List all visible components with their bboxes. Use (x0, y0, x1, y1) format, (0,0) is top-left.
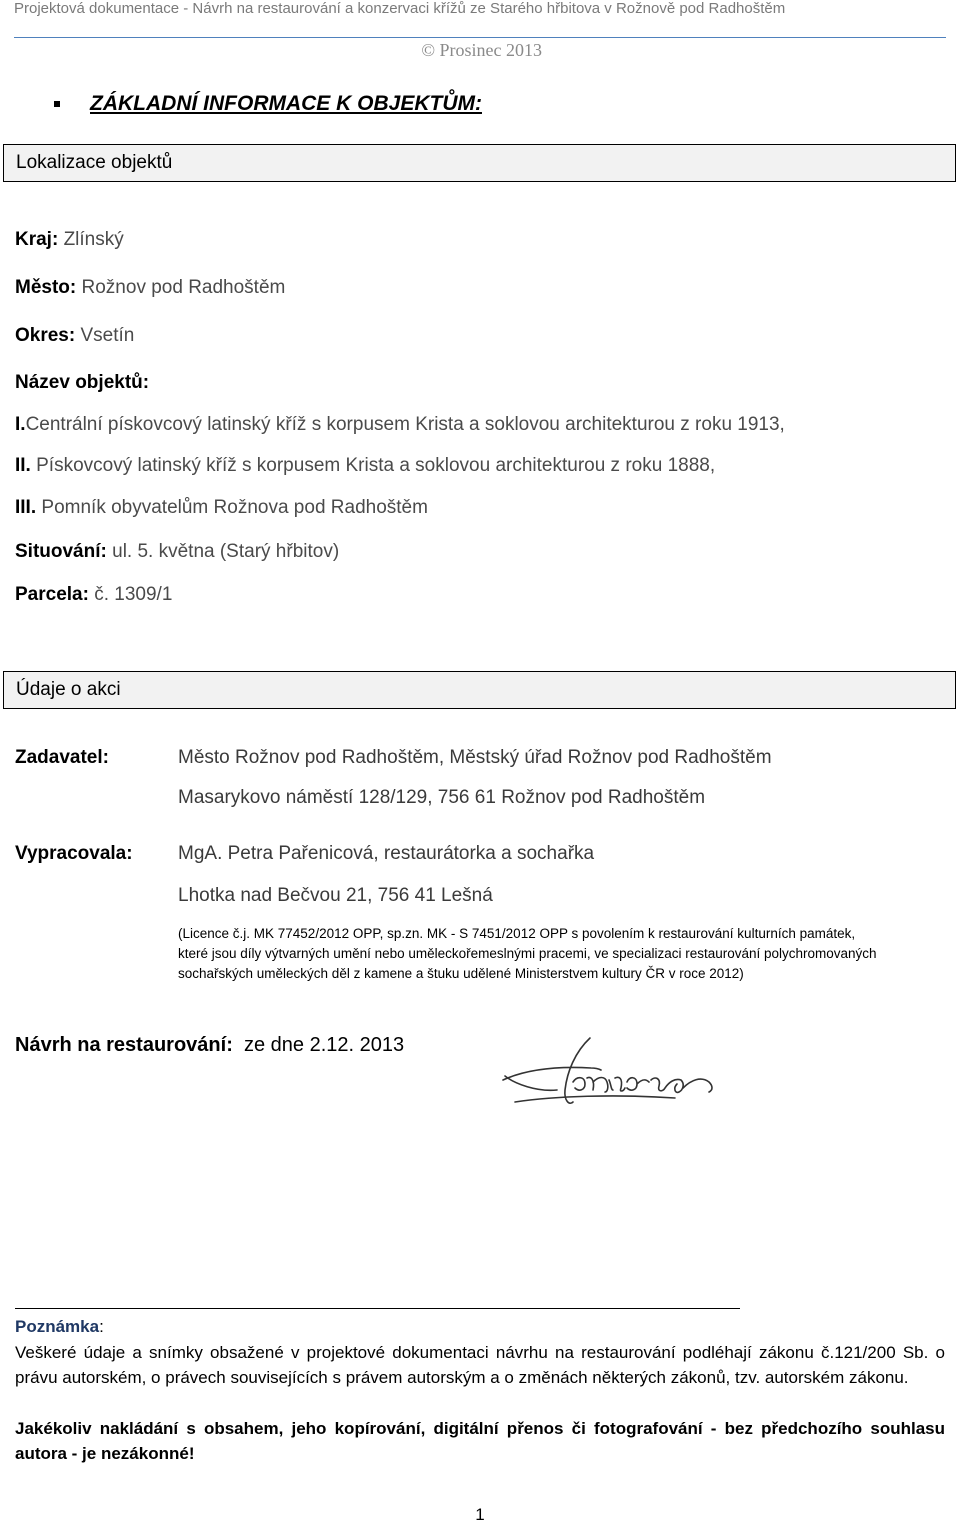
vypracovala-line-2: Lhotka nad Bečvou 21, 756 41 Lešná (178, 885, 493, 906)
zadavatel-line-2: Masarykovo náměstí 128/129, 756 61 Rožnov pod Radhoštěm (178, 787, 706, 808)
page-number: 1 (475, 1505, 485, 1524)
navrh-line (15, 1034, 404, 1057)
note-label-line (15, 1314, 945, 1339)
situovani-line (15, 541, 339, 563)
object-text: Pískovcový latinský kříž s korpusem Krista a soklovou architekturou z roku 1888, (36, 455, 716, 476)
running-header: Projektová dokumentace - Návrh na restaurování a konzervaci křížů ze Starého hřbitova v Rožnově pod Radhoštěm (14, 0, 786, 17)
object-num: I. (15, 414, 26, 435)
mesto-label: Město: (15, 277, 77, 298)
object-text: Centrální pískovcový latinský kříž s korpusem Krista a soklovou architekturou z roku 1913, (25, 414, 785, 435)
note-colon: : (99, 1317, 104, 1336)
box-udaje-title: Údaje o akci (16, 679, 121, 700)
okres-line (15, 325, 134, 347)
zadavatel-line-1: Město Rožnov pod Radhoštěm, Městský úřad Rožnov pod Radhoštěm (178, 747, 772, 768)
note-warning: Jakékoliv nakládání s obsahem, jeho kopírování, digitální přenos či fotografování - bez předchozího souhlasu autora - je nezákonné! (15, 1419, 945, 1463)
section-title: ZÁKLADNÍ INFORMACE K OBJEKTŮM: (90, 92, 482, 115)
okres-value: Vsetín (80, 325, 135, 346)
box-lokalizace (3, 144, 956, 182)
vypracovala-label: Vypracovala: (15, 843, 133, 864)
note-separator (15, 1308, 740, 1309)
object-num: III. (15, 497, 37, 518)
navrh-label: Návrh na restaurování: (15, 1034, 233, 1056)
kraj-label: Kraj: (15, 229, 59, 250)
signature-image (495, 1032, 730, 1112)
navrh-value: ze dne 2.12. 2013 (243, 1034, 405, 1056)
object-item (15, 414, 785, 436)
kraj-value: Zlínský (63, 229, 124, 250)
parcela-line (15, 584, 172, 606)
nazev-label: Název objektů: (15, 372, 150, 393)
nazev-line (15, 372, 149, 394)
header-date: © Prosinec 2013 (421, 40, 542, 60)
object-item (15, 455, 715, 477)
object-item (15, 497, 428, 519)
header-rule (14, 37, 946, 38)
note-label: Poznámka (15, 1317, 100, 1336)
box-udaje (3, 671, 956, 709)
mesto-line (15, 277, 285, 299)
note-text: Veškeré údaje a snímky obsažené v projektové dokumentaci návrhu na restaurování podléhají zákonu č.121/200 Sb. o právu autorském, o právech souvisejících s právem autorským a o změnách některých zákonů, tzv. autorském zákonu. (15, 1343, 945, 1387)
situovani-label: Situování: (15, 541, 107, 562)
object-text: Pomník obyvatelům Rožnova pod Radhoštěm (41, 497, 428, 518)
kraj-line (15, 229, 124, 251)
licence-text: (Licence č.j. MK 77452/2012 OPP, sp.zn. MK - S 7451/2012 OPP s povolením k restaurování kulturních památek, které jsou díly výtvarných umění nebo uměleckořemeslnými pracemi, ve specializaci restaurování polychromovaných sochařských uměleckých děl z kamene a štuku udělené Ministerstvem kultury ČR v roce 2012) (178, 926, 877, 981)
mesto-value: Rožnov pod Radhoštěm (81, 277, 286, 298)
okres-label: Okres: (15, 325, 76, 346)
situovani-value: ul. 5. května (Starý hřbitov) (112, 541, 340, 562)
vypracovala-line-1: MgA. Petra Pařenicová, restaurátorka a sochařka (178, 843, 595, 864)
object-num: II. (15, 455, 31, 476)
parcela-value: č. 1309/1 (94, 584, 173, 605)
box-lokalizace-title: Lokalizace objektů (16, 152, 173, 173)
bullet-icon (54, 101, 60, 107)
parcela-label: Parcela: (15, 584, 89, 605)
zadavatel-label: Zadavatel: (15, 747, 109, 768)
